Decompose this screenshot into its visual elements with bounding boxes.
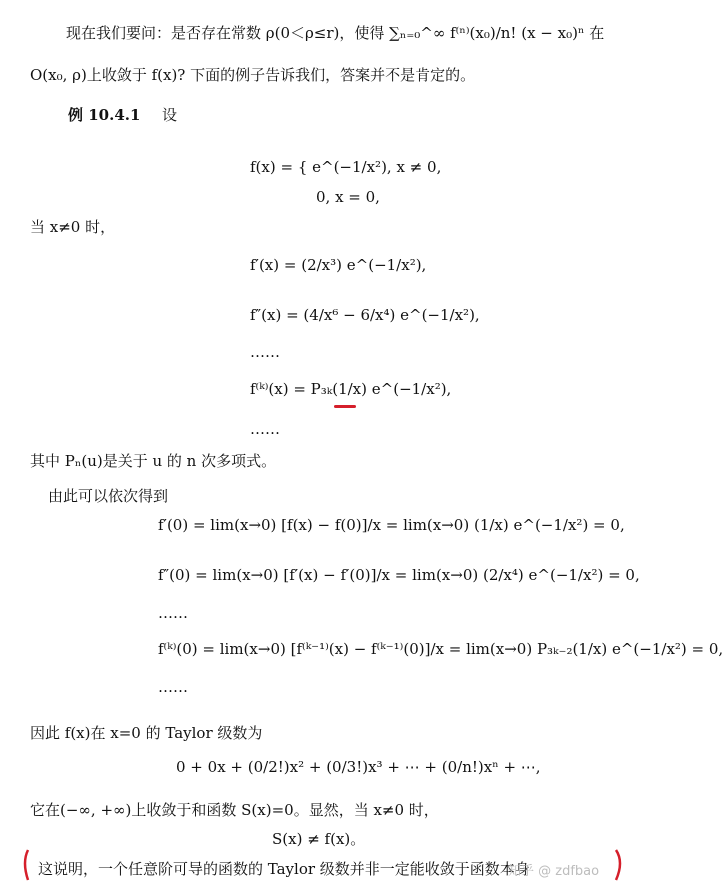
first-derivative-formula: f′(x) = (2/x³) e^(−1/x²), (250, 256, 427, 274)
taylor-intro: 因此 f(x)在 x=0 的 Taylor 级数为 (30, 724, 263, 742)
ellipsis-2: …… (250, 420, 280, 438)
limit-kth-derivative: f⁽ᵏ⁾(0) = lim(x→0) [f⁽ᵏ⁻¹⁾(x) − f⁽ᵏ⁻¹⁾(0)]/x = lim(x→0) P₃ₖ₋₂(1/x) e^(−1/x²) = 0, (158, 640, 723, 658)
example-label: 例 10.4.1 (68, 106, 141, 124)
paragraph-question-line1: 现在我们要问：是否存在常数 ρ(0＜ρ≤r)，使得 ∑ₙ₌₀^∞ f⁽ⁿ⁾(x₀)/n! (x − x₀)ⁿ 在 (66, 24, 605, 42)
paragraph-question-line2: O(x₀, ρ)上收敛于 f(x)? 下面的例子告诉我们，答案并不是肯定的。 (30, 66, 476, 84)
watermark: 知乎 @ zdfbao (508, 864, 600, 879)
taylor-series: 0 + 0x + (0/2!)x² + (0/3!)x³ + ⋯ + (0/n!)xⁿ + ⋯, (176, 758, 541, 776)
inequality-statement: S(x) ≠ f(x)。 (272, 830, 366, 848)
hence-text: 由此可以依次得到 (48, 487, 169, 505)
conclusion-sentence: 这说明，一个任意阶可导的函数的 Taylor 级数并非一定能收敛于函数本身 (38, 860, 530, 878)
ellipsis-1: …… (250, 343, 280, 361)
definition-case-1: f(x) = { e^(−1/x²), x ≠ 0, (250, 158, 442, 176)
kth-derivative-formula: f⁽ᵏ⁾(x) = P₃ₖ(1/x) e^(−1/x²), (250, 380, 452, 398)
when-x-nonzero: 当 x≠0 时， (30, 218, 116, 236)
ellipsis-4: …… (158, 678, 188, 696)
ellipsis-3: …… (158, 604, 188, 622)
convergence-statement: 它在(−∞, +∞)上收敛于和函数 S(x)=0。显然，当 x≠0 时， (30, 801, 439, 819)
limit-first-derivative: f′(0) = lim(x→0) [f(x) − f(0)]/x = lim(x→0) (1/x) e^(−1/x²) = 0, (158, 516, 625, 534)
limit-second-derivative: f″(0) = lim(x→0) [f′(x) − f′(0)]/x = lim(x→0) (2/x⁴) e^(−1/x²) = 0, (158, 566, 640, 584)
example-set-word: 设 (162, 106, 178, 124)
polynomial-note: 其中 Pₙ(u)是关于 u 的 n 次多项式。 (30, 452, 277, 470)
second-derivative-formula: f″(x) = (4/x⁶ − 6/x⁴) e^(−1/x²), (250, 306, 480, 324)
definition-case-2: 0, x = 0, (316, 188, 380, 206)
